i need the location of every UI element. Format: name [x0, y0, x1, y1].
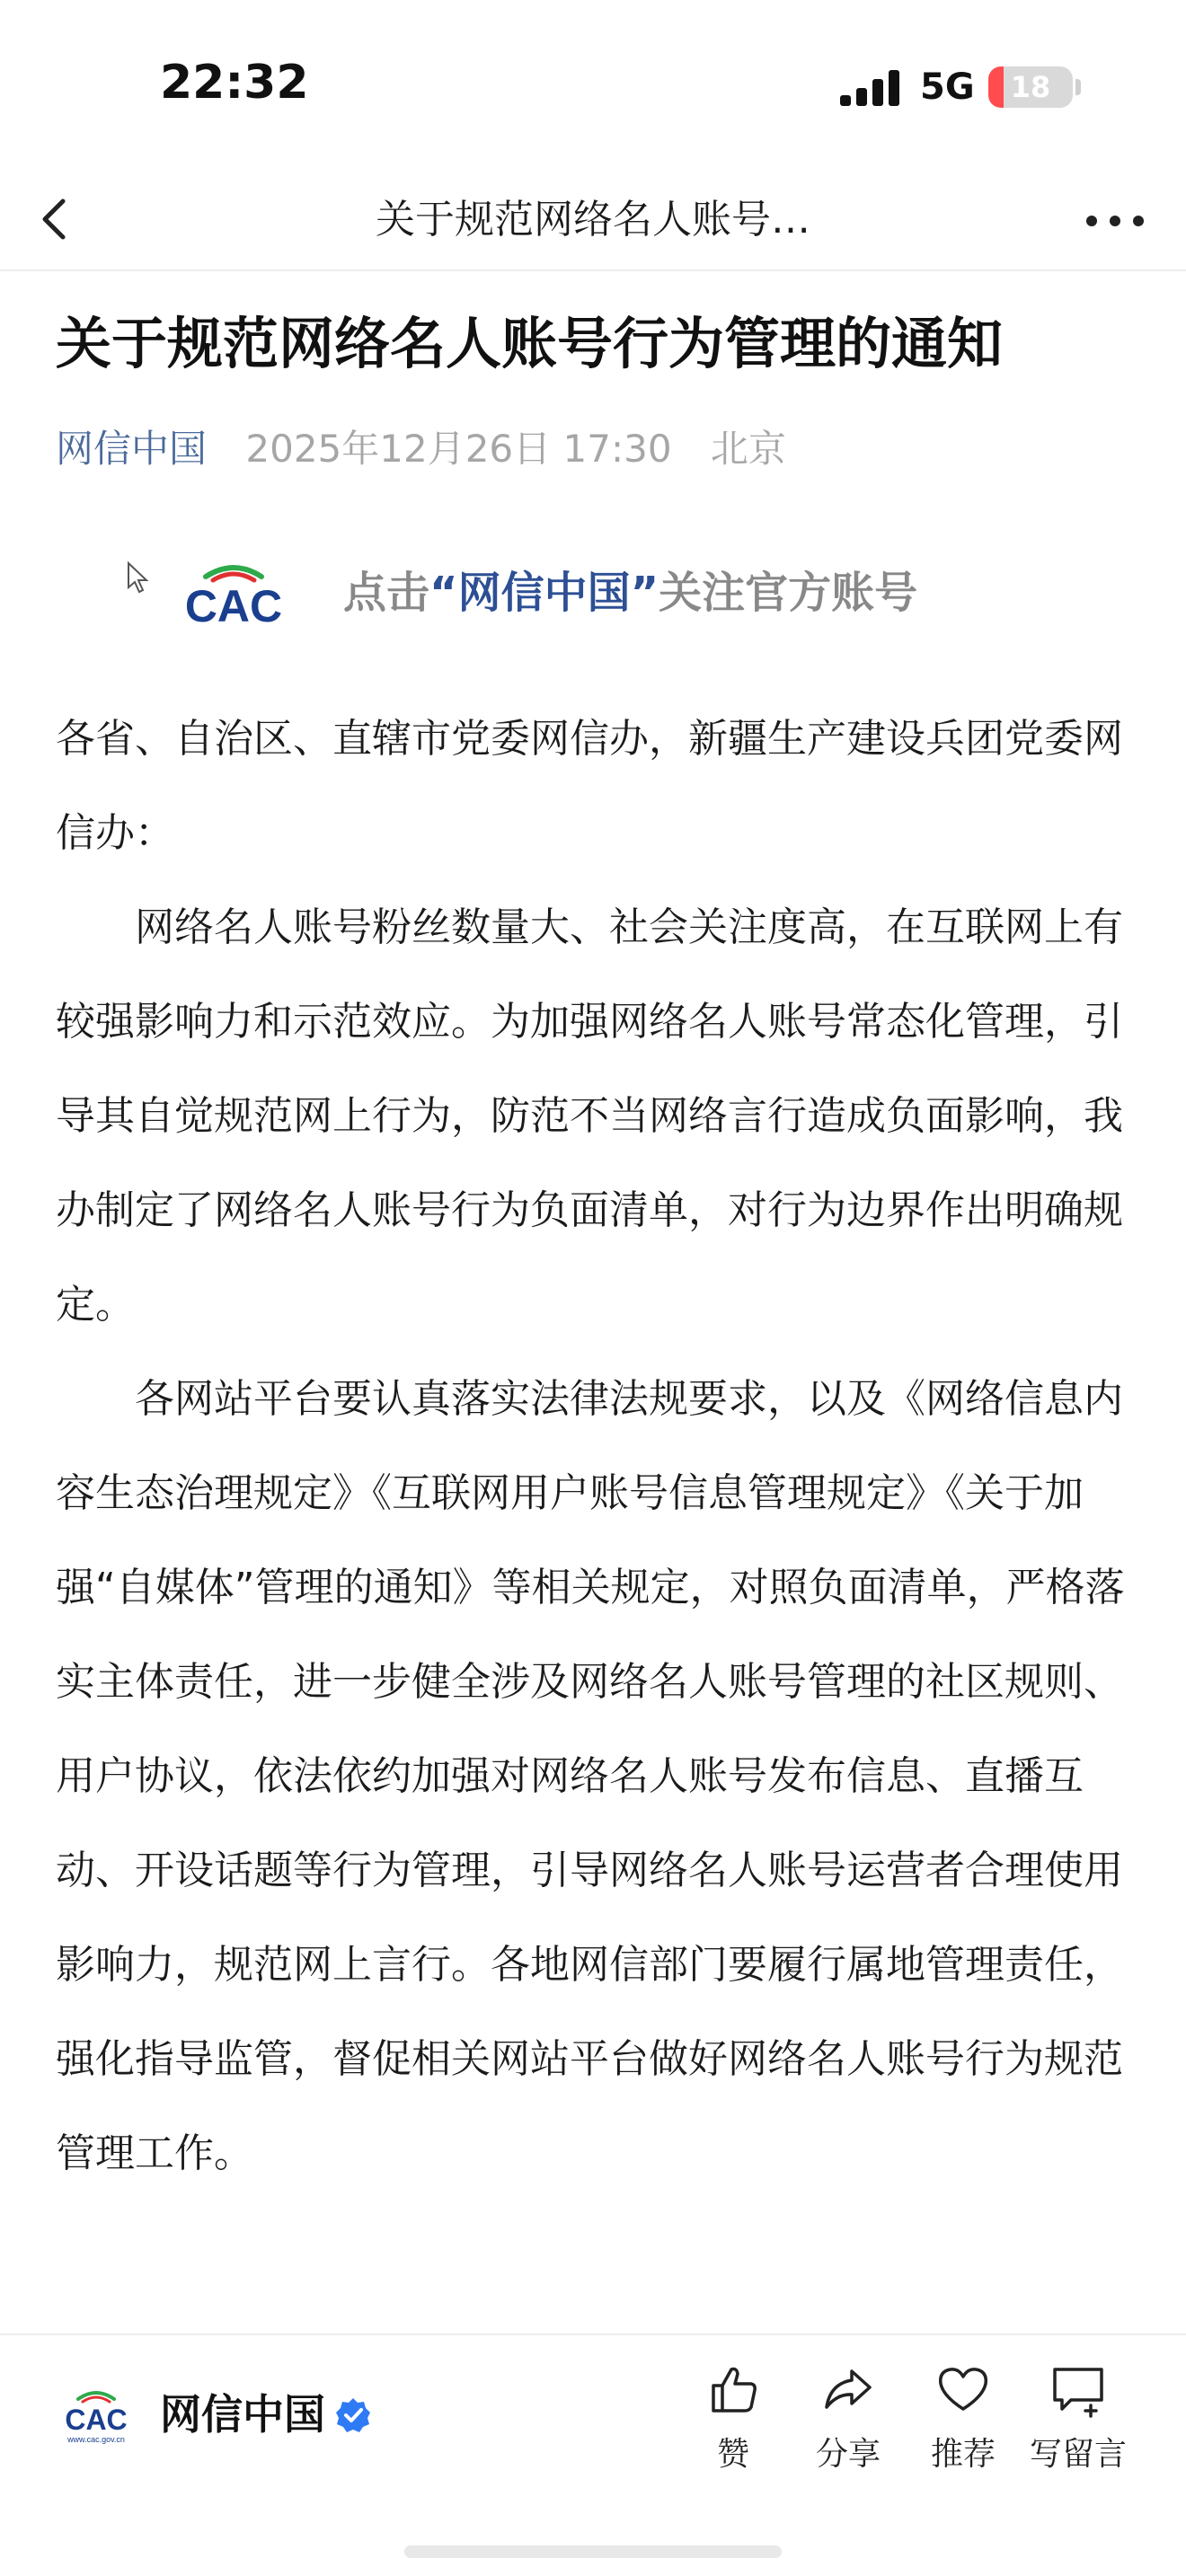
account-avatar[interactable]: [56, 2385, 137, 2448]
svg-text:CAC: CAC: [184, 581, 283, 629]
like-button[interactable]: [679, 2360, 787, 2475]
article-meta: [56, 422, 786, 476]
chevron-left-icon[interactable]: [27, 190, 84, 248]
banner-text-prefix: 点击: [343, 568, 430, 618]
nav-title: 关于规范网络名人账号…: [376, 197, 810, 243]
battery-level-text: 18: [1010, 70, 1051, 104]
article-paragraph: 网络名人账号粉丝数量大、社会关注度高，在互联网上有较强影响力和示范效应。为加强网络名人账号常态化管理，引导其自觉规范网上行为，防范不当网络言行造成负面影响，我办制定了网络名人账号行为负面清单，对行为边界作出明确规定。: [56, 904, 1123, 1328]
signal-icon: [840, 70, 903, 106]
article-title: 关于规范网络名人账号行为管理的通知: [56, 311, 1004, 376]
banner-text-highlight: “网信中国”: [429, 568, 659, 618]
home-indicator: [404, 2545, 782, 2558]
battery-cap: [1075, 79, 1081, 95]
share-button[interactable]: [794, 2360, 902, 2475]
comment-icon: [1049, 2360, 1107, 2418]
comment-button[interactable]: [1024, 2360, 1132, 2475]
status-time: 22:32: [160, 56, 309, 110]
share-icon: [819, 2360, 877, 2418]
status-bar: [0, 0, 1186, 171]
network-type: 5G: [920, 66, 975, 108]
article-paragraph: 各省、自治区、直辖市党委网信办，新疆生产建设兵团党委网信办：: [56, 716, 1123, 856]
more-dots-icon[interactable]: [1083, 203, 1147, 239]
nav-bar: [0, 171, 1186, 271]
svg-text:CAC: CAC: [65, 2404, 128, 2436]
follow-banner[interactable]: [343, 564, 917, 622]
verified-badge-icon: [334, 2396, 372, 2434]
recommend-button[interactable]: [909, 2360, 1017, 2475]
account-name[interactable]: 网信中国: [160, 2390, 325, 2439]
heart-icon: [934, 2360, 992, 2418]
publish-location: 北京: [710, 427, 786, 471]
article-paragraph: 各网站平台要认真落实法律法规要求，以及《网络信息内容生态治理规定》《互联网用户账号信息管理规定》《关于加强“自媒体”管理的通知》等相关规定，对照负面清单，严格落实主体责任，进一步健全涉及网络名人账号管理的社区规则、用户协议，依法依约加强对网络名人账号发布信息、直播互动、开设话题等行为管理，引导网络名人账号运营者合理使用影响力，规范网上言行。各地网信部门要履行属地管理责任，强化指导监管，督促相关网站平台做好网络名人账号行为规范管理工作。: [56, 1376, 1125, 2176]
like-label: 赞: [716, 2436, 749, 2473]
banner-text-suffix: 关注官方账号: [659, 568, 918, 618]
cursor-icon: [126, 560, 153, 596]
thumbs-up-icon: [704, 2360, 762, 2418]
recommend-label: 推荐: [930, 2436, 996, 2473]
article-body: [56, 692, 1134, 2201]
svg-text:www.cac.gov.cn: www.cac.gov.cn: [67, 2435, 125, 2444]
bottom-bar: [0, 2335, 1186, 2576]
battery-icon: [988, 66, 1073, 108]
share-label: 分享: [815, 2436, 881, 2473]
source-link[interactable]: 网信中国: [56, 427, 208, 471]
cac-logo[interactable]: [166, 557, 301, 629]
publish-date: 2025年12月26日 17:30: [245, 427, 672, 471]
comment-label: 写留言: [1029, 2436, 1127, 2473]
